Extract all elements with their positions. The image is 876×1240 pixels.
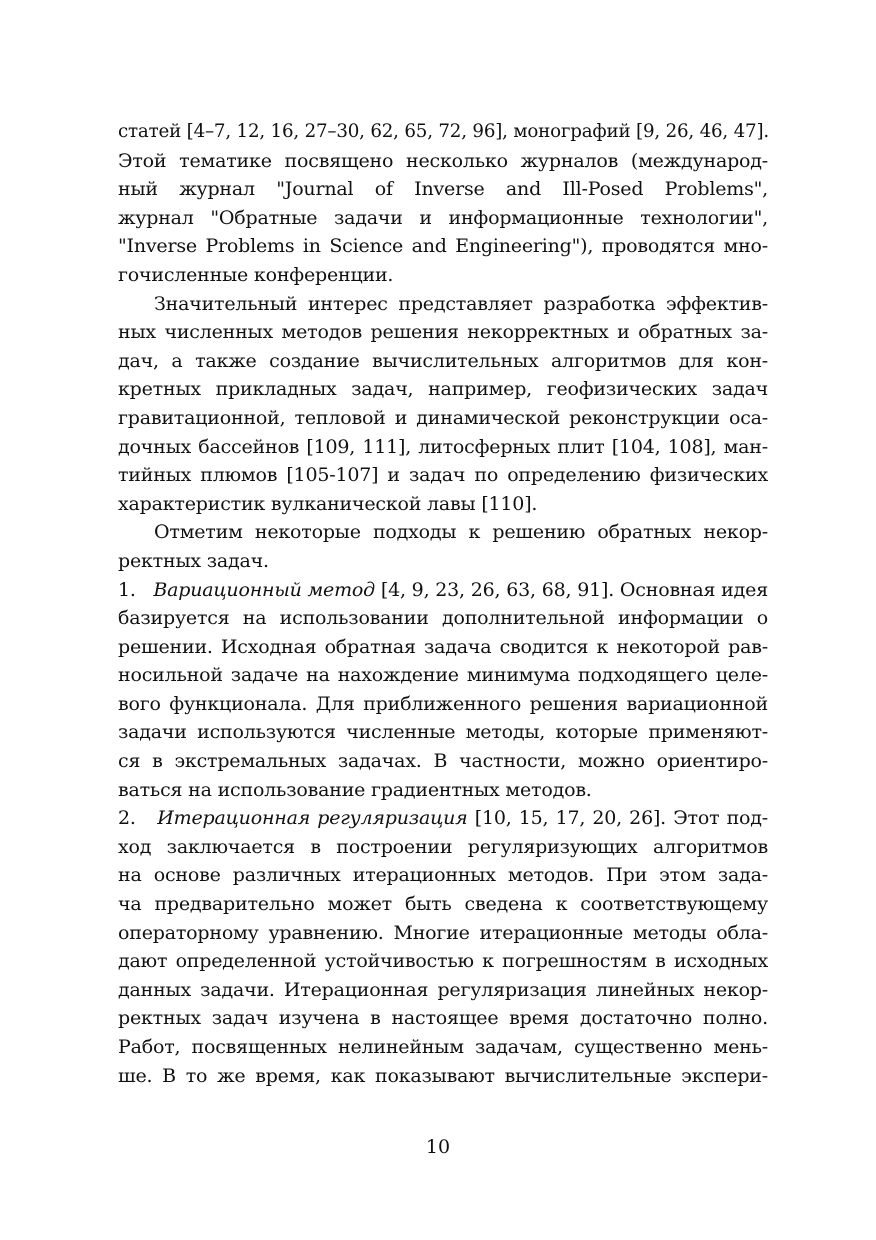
text-line: статей [4–7, 12, 16, 27–30, 62, 65, 72, 96], монографий [9, 26, 46, 47]. — [118, 121, 769, 142]
text-line: вого функционала. Для приближенного решения вариационной — [118, 692, 768, 715]
text-line: ваться на использование градиентных методов. — [118, 778, 592, 801]
text-line: Работ, посвященных нелинейным задачам, существенно мень- — [118, 1036, 768, 1058]
text-line: журнал "Обратные задачи и информационные технологии", — [118, 206, 768, 229]
text-line: гочисленные конференции. — [118, 263, 394, 286]
text-line: характеристик вулканической лавы [110]. — [118, 492, 538, 515]
body-text — [118, 118, 768, 1090]
text-line: ный журнал "Journal of Inverse and Ill-Posed Problems", — [118, 178, 768, 201]
page-number: 10 — [425, 1136, 451, 1158]
text-line: на основе различных итерационных методов. При этом зада- — [118, 864, 768, 887]
list-item-title: Вариационный метод — [153, 578, 375, 601]
text-line: носильной задаче на нахождение минимума подходящего целе- — [118, 664, 768, 687]
text-line: тийных плюмов [105-107] и задач по определению физических — [118, 464, 768, 487]
text-line: базируется на использовании дополнительной информации о — [118, 607, 768, 630]
text-line: кретных прикладных задач, например, геофизических задач — [118, 378, 768, 401]
text-line: дают определенной устойчивостью к погрешностям в исходных — [118, 950, 768, 973]
line-text: [4, 9, 23, 26, 63, 68, 91]. Основная идея — [375, 578, 768, 601]
text-line: ча предварительно может быть сведена к соответствующему — [118, 893, 768, 916]
list-item-title: Итерационная регуляризация — [157, 807, 468, 830]
text-line: дач, а также создание вычислительных алгоритмов для кон- — [118, 349, 768, 372]
text-line: ся в экстремальных задачах. В частности, можно ориентиро- — [118, 750, 768, 773]
text-line: задачи используются численные методы, которые применяют- — [118, 721, 768, 744]
text-line: ше. В то же время, как показывают вычислительные экспери- — [118, 1064, 768, 1087]
text-line: ход заключается в построении регуляризующих алгоритмов — [118, 835, 768, 858]
text-line: данных задачи. Итерационная регуляризация линейных некор- — [118, 978, 768, 1001]
text-line: гравитационной, тепловой и динамической реконструкции оса- — [118, 406, 768, 429]
text-line: решении. Исходная обратная задача сводится к некоторой рав- — [118, 635, 768, 658]
text-line: Отметим некоторые подходы к решению обратных некор- — [154, 521, 768, 544]
text-line: ных численных методов решения некорректных и обратных за- — [118, 321, 768, 344]
list-number: 1. — [118, 578, 154, 601]
text-line: операторному уравнению. Многие итерационные методы обла- — [118, 921, 768, 944]
text-line: ректных задач изучена в настоящее время достаточно полно. — [118, 1007, 768, 1030]
text-line — [118, 576, 768, 605]
text-line: Значительный интерес представляет разработка эффектив- — [154, 292, 768, 315]
text-line: дочных бассейнов [109, 111], литосферных плит [104, 108], ман- — [118, 435, 768, 458]
text-line: ректных задач. — [118, 549, 269, 572]
text-line: "Inverse Problems in Science and Engineering"), проводятся мно- — [118, 235, 768, 258]
line-text: [10, 15, 17, 20, 26]. Этот под- — [467, 807, 769, 830]
list-number: 2. — [118, 807, 158, 830]
text-line — [118, 804, 768, 833]
text-line: Этой тематике посвящено несколько журналов (международ- — [118, 149, 768, 172]
